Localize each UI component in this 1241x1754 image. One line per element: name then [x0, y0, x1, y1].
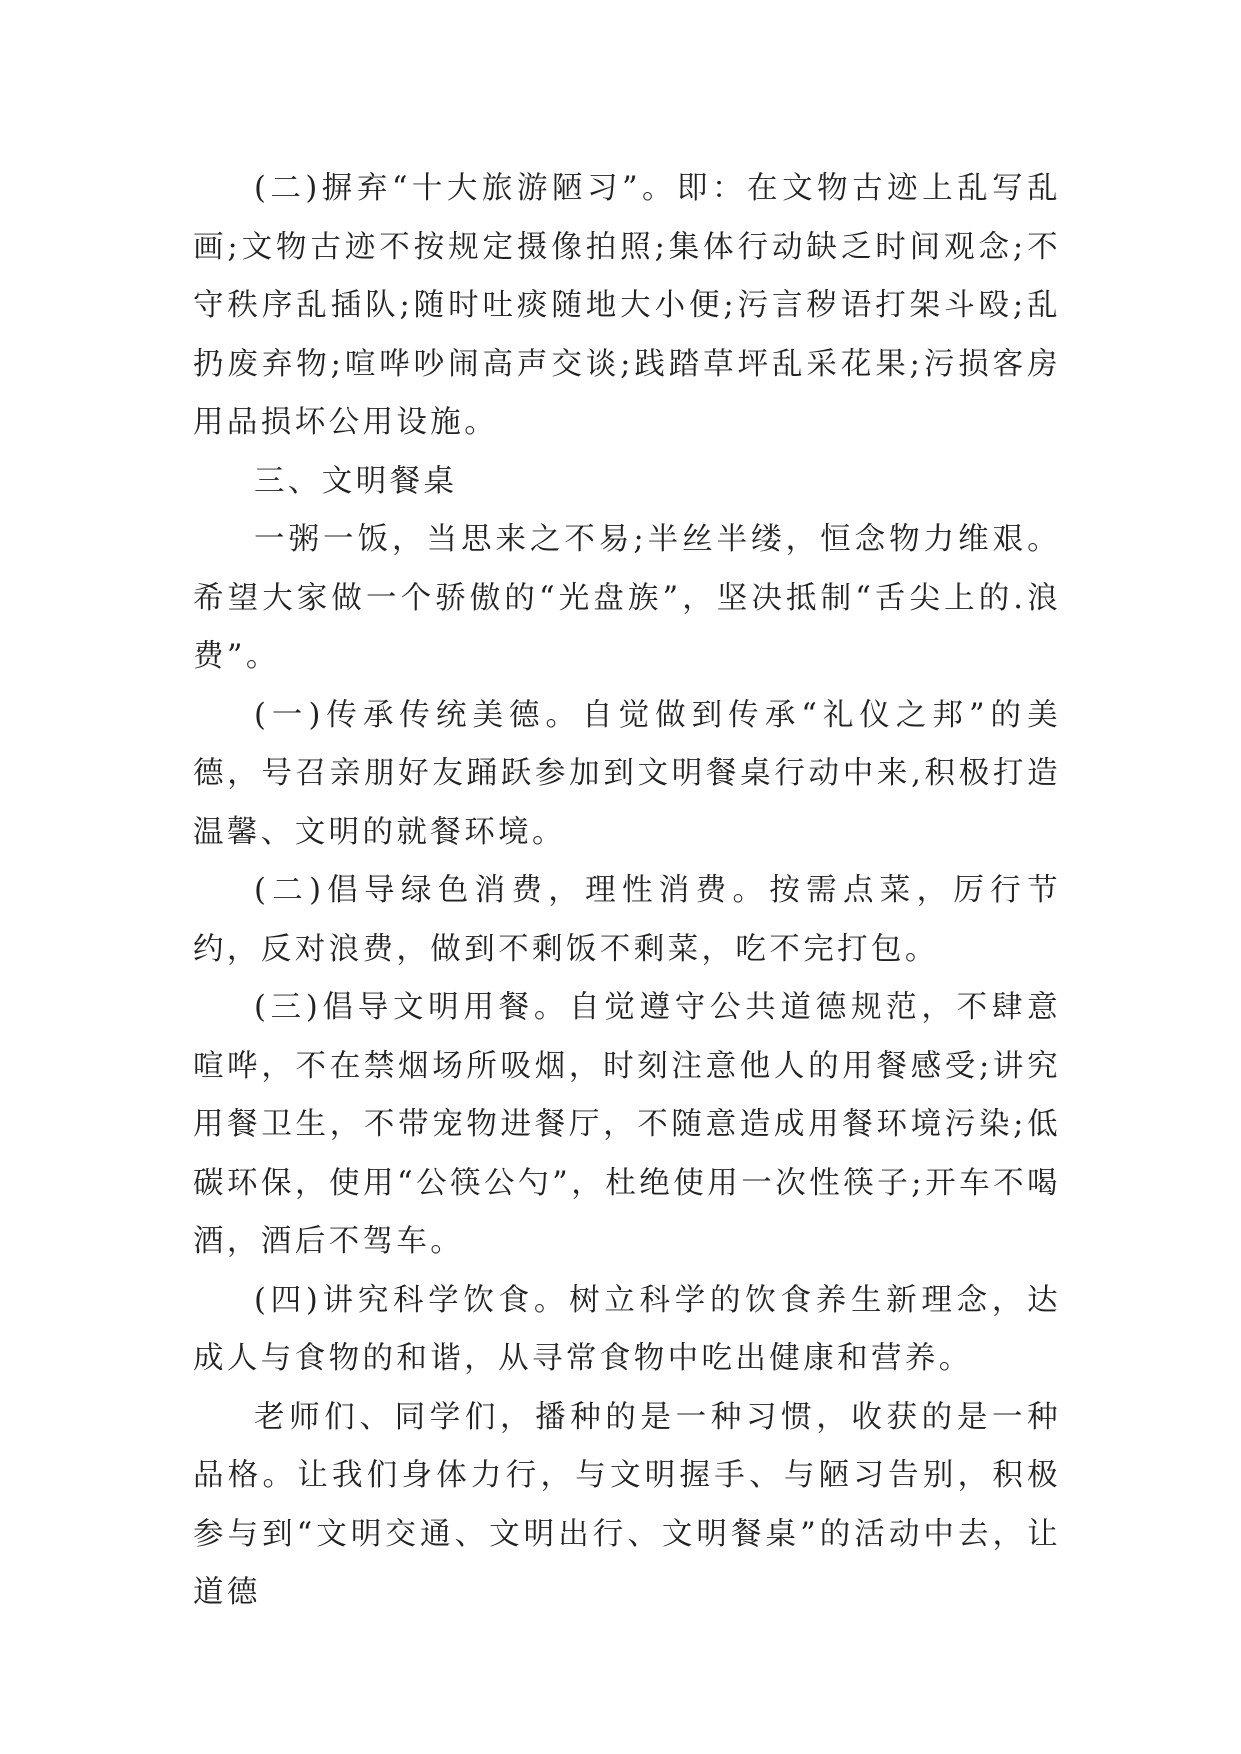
paragraph-cherish-food: 一粥一饭，当思来之不易;半丝半缕，恒念物力维艰。希望大家做一个骄傲的“光盘族”，坚决抵制“舌尖上的.浪费”。	[193, 522, 1061, 674]
document-body	[193, 160, 1061, 1623]
paragraph-inherit-virtues: (一)传承传统美德。自觉做到传承“礼仪之邦”的美德，号召亲朋好友踊跃参加到文明餐桌行动中来,积极打造温馨、文明的就餐环境。	[193, 697, 1061, 850]
paragraph-civilized-eating: (三)倡导文明用餐。自觉遵守公共道德规范，不肆意喧哗，不在禁烟场所吸烟，时刻注意他人的用餐感受;讲究用餐卫生，不带宠物进餐厅，不随意造成用餐环境污染;低碳环保，使用“公筷公勺”，杜绝使用一次性筷子;开车不喝酒，酒后不驾车。	[193, 990, 1061, 1259]
paragraph-scientific-diet: (四)讲究科学饮食。树立科学的饮食养生新理念，达成人与食物的和谐，从寻常食物中吃出健康和营养。	[193, 1282, 1061, 1376]
paragraph-green-consumption: (二)倡导绿色消费，理性消费。按需点菜，厉行节约，反对浪费，做到不剩饭不剩菜，吃不完打包。	[193, 873, 1061, 967]
paragraph-closing-appeal: 老师们、同学们，播种的是一种习惯，收获的是一种品格。让我们身体力行，与文明握手、与陋习告别，积极参与到“文明交通、文明出行、文明餐桌”的活动中去，让道德	[193, 1399, 1061, 1610]
paragraph-bad-travel-habits: (二)摒弃“十大旅游陋习”。即：在文物古迹上乱写乱画;文物古迹不按规定摄像拍照;集体行动缺乏时间观念;不守秩序乱插队;随时吐痰随地大小便;污言秽语打架斗殴;乱扔废弃物;喧哗吵闹高声交谈;践踏草坪乱采花果;污损客房用品损坏公用设施。	[193, 171, 1061, 440]
section-heading-civilized-dining: 三、文明餐桌	[254, 463, 458, 499]
